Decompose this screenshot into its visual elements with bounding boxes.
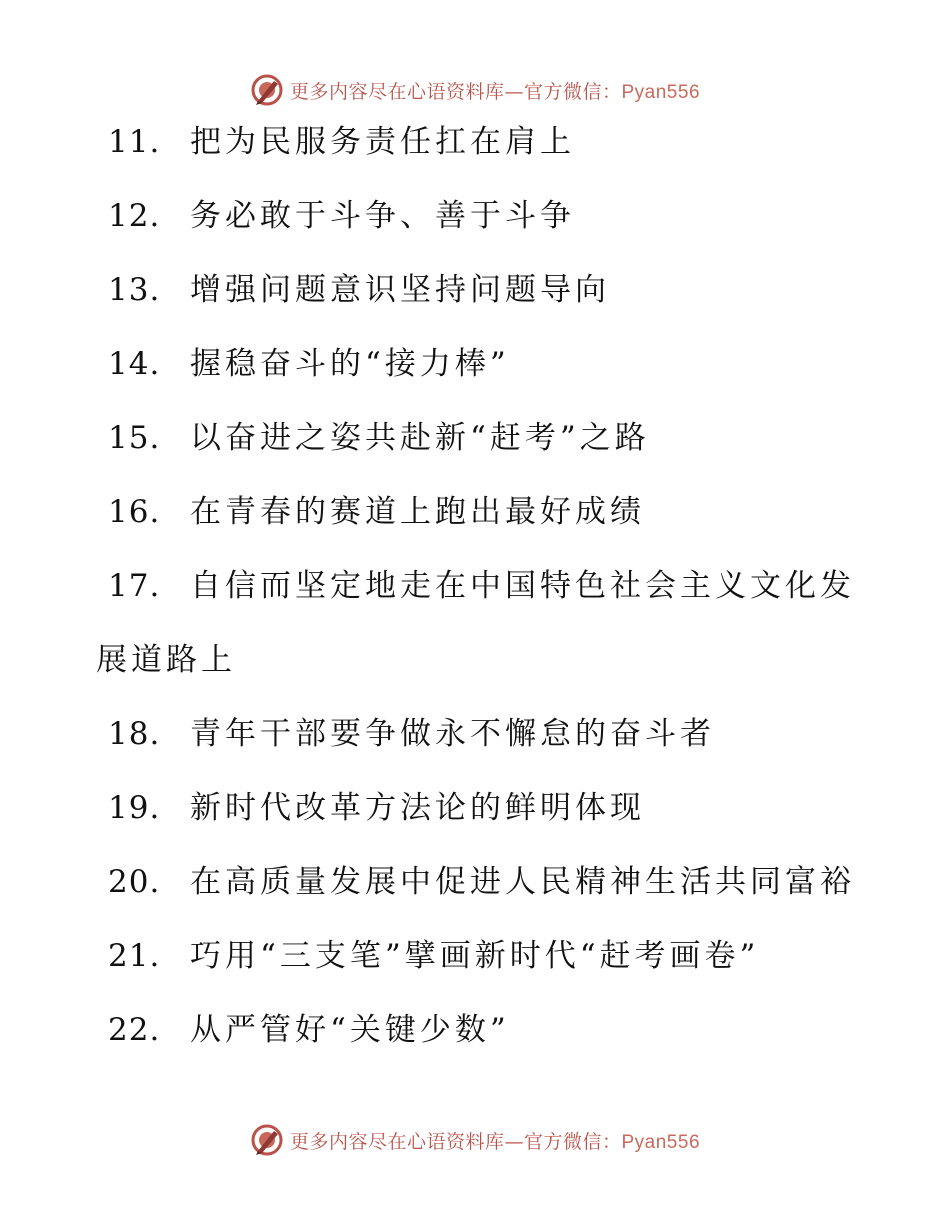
pen-logo-icon	[250, 73, 284, 107]
list-item: 20. 在高质量发展中促进人民精神生活共同富裕	[108, 864, 855, 900]
list-item: 19. 新时代改革方法论的鲜明体现	[108, 790, 645, 826]
list-item: 14. 握稳奋斗的“接力棒”	[108, 346, 510, 382]
list-item: 17. 自信而坚定地走在中国特色社会主义文化发 展道路上	[96, 568, 855, 678]
list-item: 22. 从严管好“关键少数”	[108, 1012, 510, 1048]
banner-text: 更多内容尽在心语资料库—官方微信：Pyan556	[289, 1130, 701, 1153]
list-item: 16. 在青春的赛道上跑出最好成绩	[108, 494, 645, 530]
list-item: 15. 以奋进之姿共赴新“赶考”之路	[108, 420, 650, 456]
document-body	[96, 122, 856, 1084]
wechat-id: Pyan556	[621, 1131, 701, 1153]
banner-text: 更多内容尽在心语资料库—官方微信：Pyan556	[289, 80, 701, 103]
list-item: 11. 把为民服务责任扛在肩上	[108, 124, 575, 160]
footer-banner	[0, 1120, 950, 1160]
list-item: 12. 务必敢于斗争、善于斗争	[108, 198, 575, 234]
wechat-id: Pyan556	[621, 81, 701, 103]
list-item: 21. 巧用“三支笔”擘画新时代“赶考画卷”	[108, 938, 760, 974]
list-item: 13. 增强问题意识坚持问题导向	[108, 272, 610, 308]
header-banner	[0, 70, 950, 110]
pen-logo-icon	[250, 1123, 284, 1157]
list-item: 18. 青年干部要争做永不懈怠的奋斗者	[108, 716, 715, 752]
